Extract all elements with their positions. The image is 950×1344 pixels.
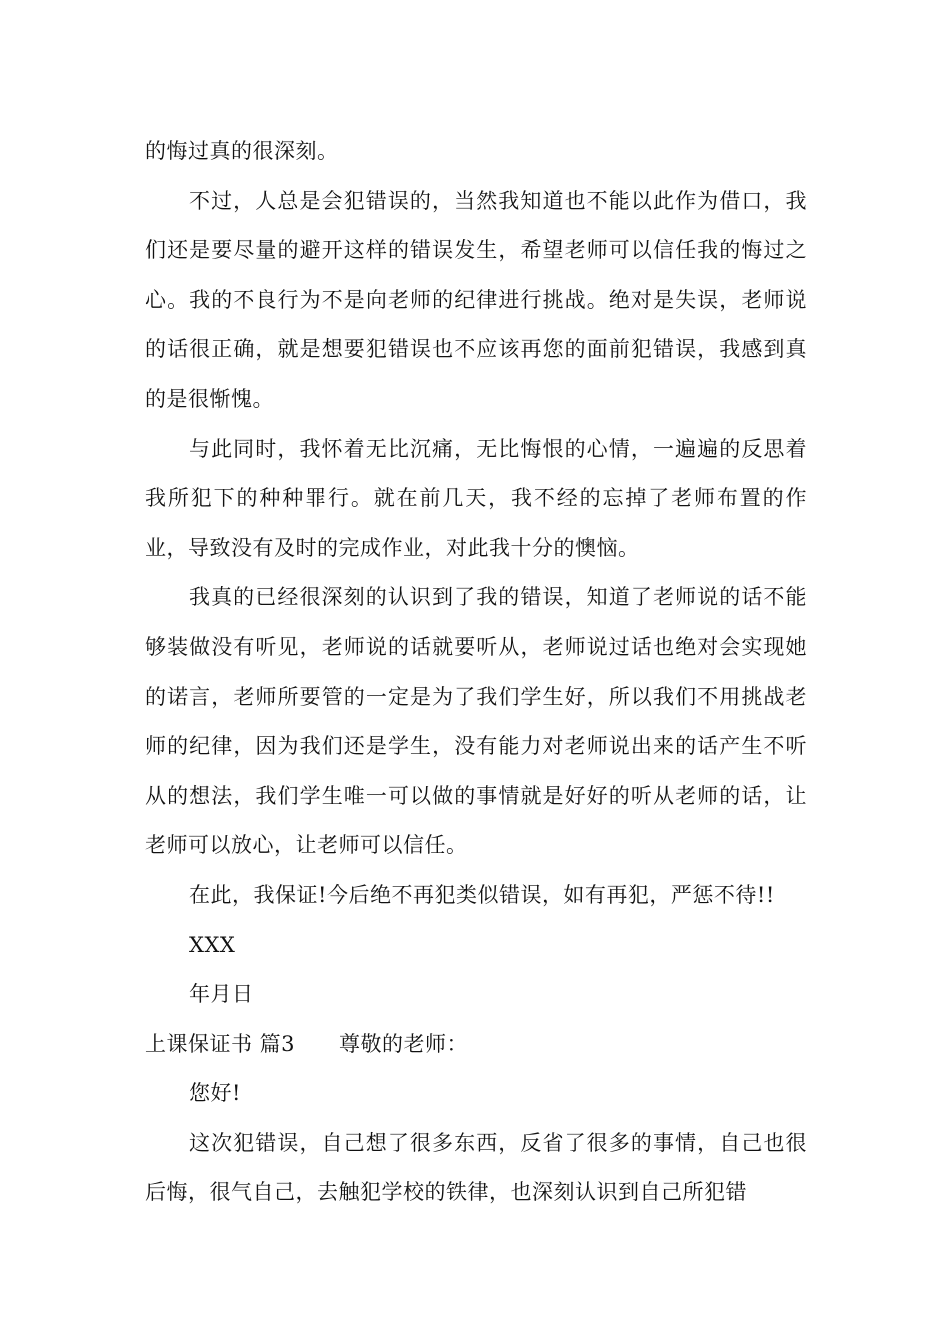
document-body <box>145 127 807 1218</box>
signature: XXX <box>189 932 236 957</box>
section-title: 上课保证书 篇3 <box>145 1031 296 1056</box>
continuation-line: 的悔过真的很深刻。 <box>145 139 339 163</box>
section-heading-line <box>145 1020 807 1070</box>
paragraph-apology: 不过，人总是会犯错误的，当然我知道也不能以此作为借口，我们还是要尽量的避开这样的错误发生，希望老师可以信任我的悔过之心。我的不良行为不是向老师的纪律进行挑战。绝对是失误，老师说的话很正确，就是想要犯错误也不应该再您的面前犯错误，我感到真的是很惭愧。 <box>145 188 807 411</box>
paragraph-realization: 我真的已经很深刻的认识到了我的错误，知道了老师说的话不能够装做没有听见，老师说的话就要听从，老师说过话也绝对会实现她的诺言，老师所要管的一定是为了我们学生好，所以我们不用挑战老师的纪律，因为我们还是学生，没有能力对老师说出来的话产生不听从的想法，我们学生唯一可以做的事情就是好好的听从老师的话，让老师可以放心，让老师可以信任。 <box>145 585 807 858</box>
paragraph-confession: 这次犯错误，自己想了很多东西，反省了很多的事情，自己也很后悔，很气自己，去触犯学校的铁律，也深刻认识到自己所犯错 <box>145 1130 807 1205</box>
paragraph-reflection: 与此同时，我怀着无比沉痛，无比悔恨的心情，一遍遍的反思着我所犯下的种种罪行。就在前几天，我不经的忘掉了老师布置的作业，导致没有及时的完成作业，对此我十分的懊恼。 <box>145 436 807 560</box>
date-line: 年月日 <box>189 982 254 1007</box>
salutation: 尊敬的老师： <box>339 1031 469 1056</box>
greeting: 您好! <box>189 1081 241 1106</box>
paragraph-promise: 在此，我保证!今后绝不再犯类似错误，如有再犯，严惩不待!! <box>189 882 775 907</box>
